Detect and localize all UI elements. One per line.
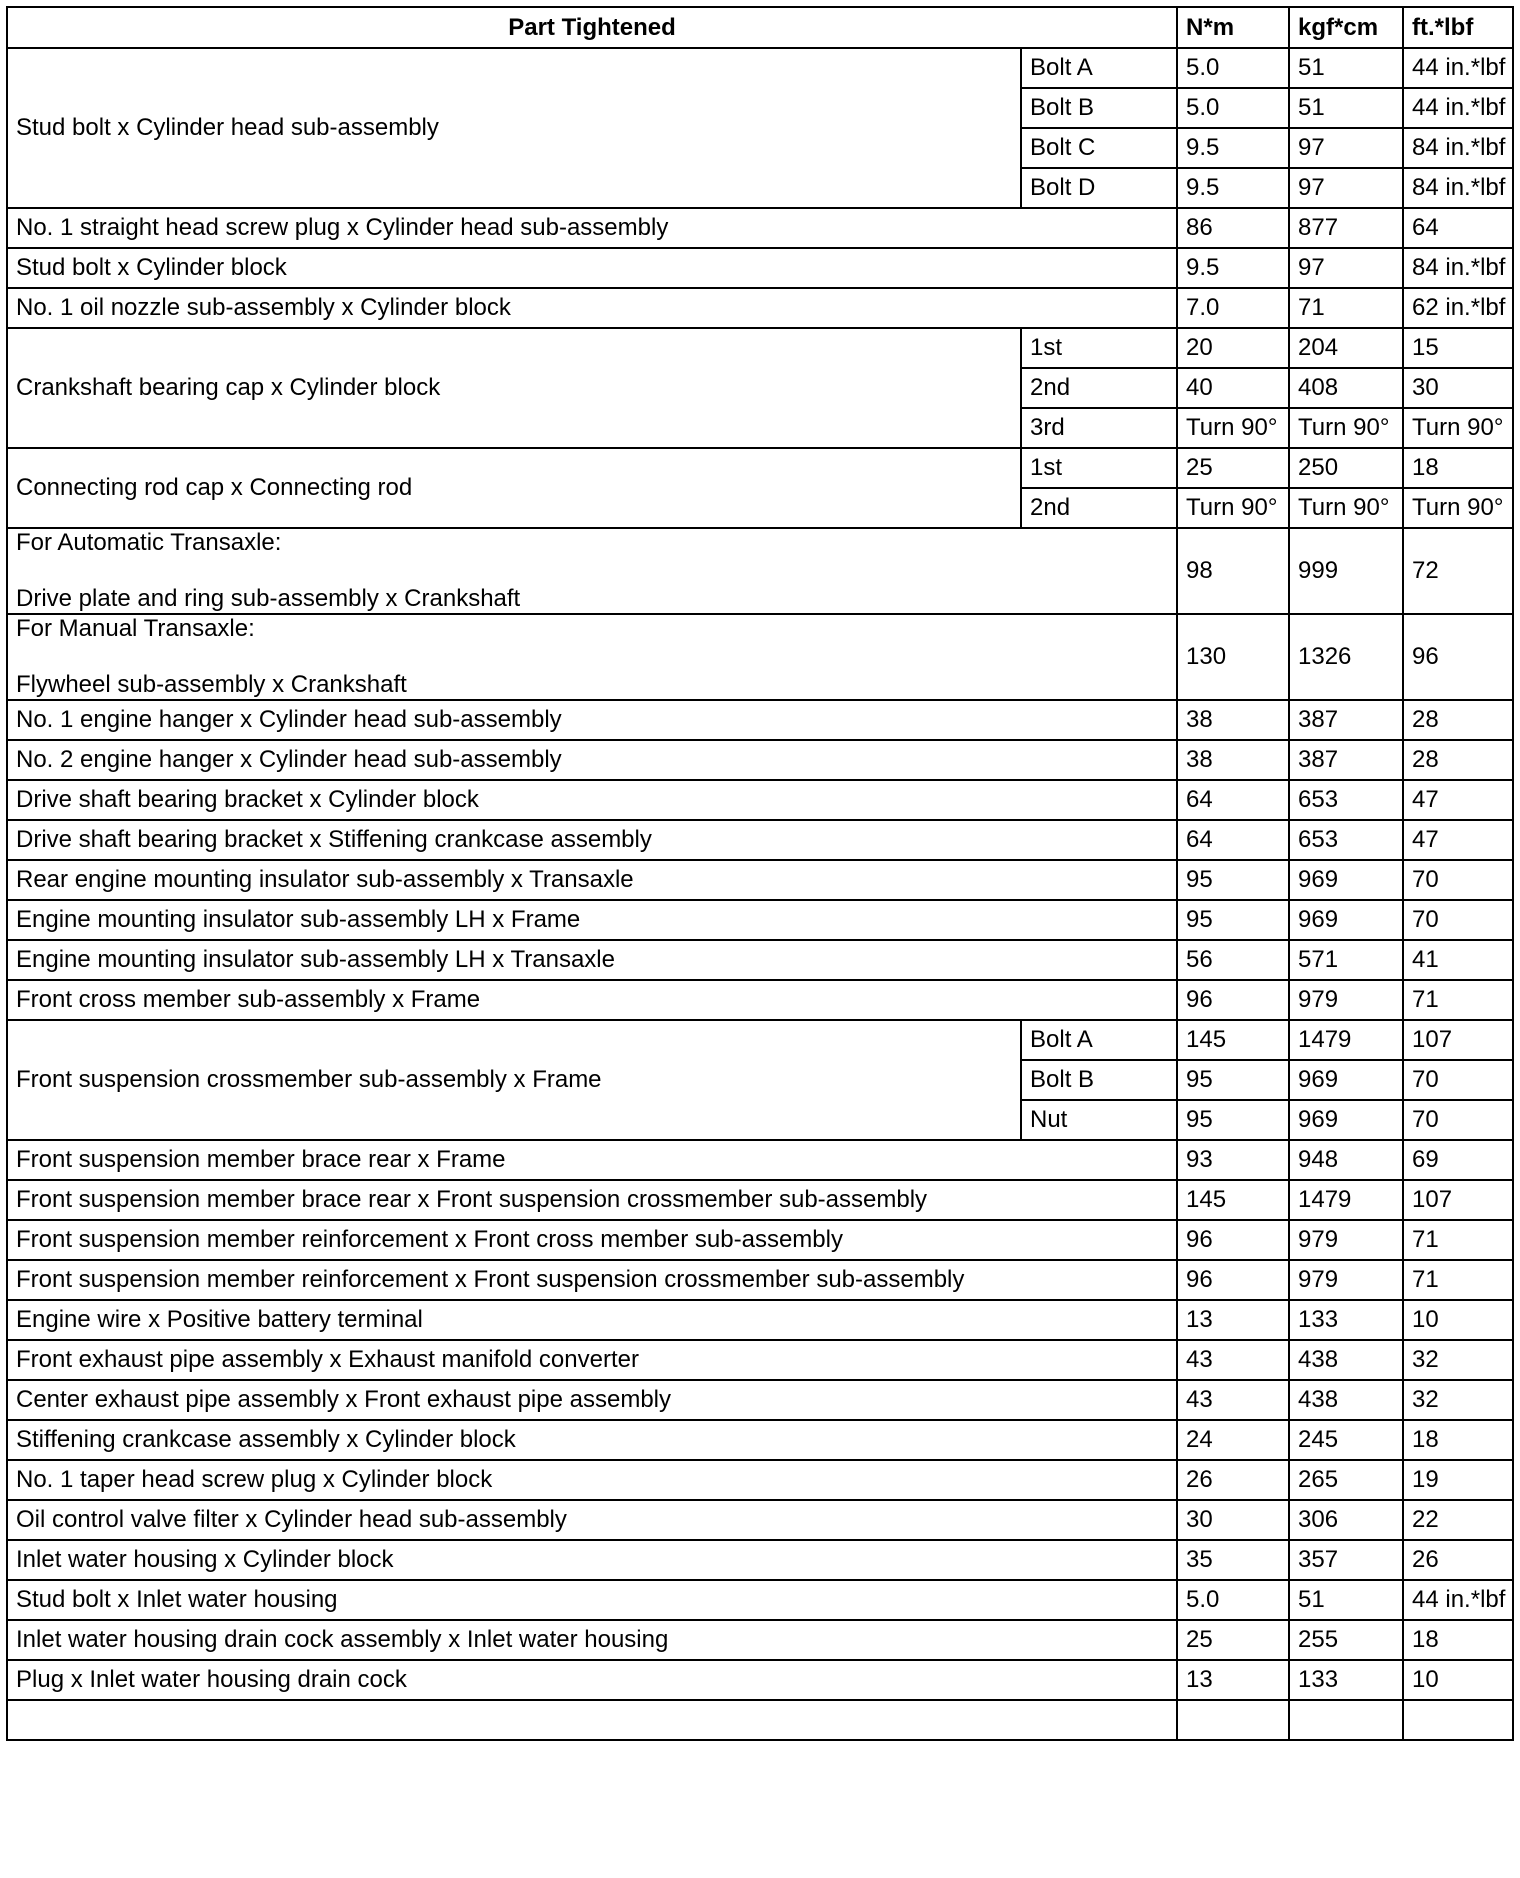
value-ft-lbf: 70	[1403, 1060, 1513, 1100]
part-name	[7, 528, 1177, 614]
part-name: Plug x Inlet water housing drain cock	[7, 1660, 1177, 1700]
value-kgf-cm: 245	[1289, 1420, 1403, 1460]
value-kgf-cm: 653	[1289, 820, 1403, 860]
value-ft-lbf: 72	[1403, 528, 1513, 614]
table-row	[7, 208, 1513, 248]
value-nm: 96	[1177, 1220, 1289, 1260]
value-ft-lbf: 10	[1403, 1300, 1513, 1340]
sub-label: Bolt D	[1021, 168, 1177, 208]
value-ft-lbf: 15	[1403, 328, 1513, 368]
table-row	[7, 1540, 1513, 1580]
part-name: Front exhaust pipe assembly x Exhaust manifold converter	[7, 1340, 1177, 1380]
value-nm: 20	[1177, 328, 1289, 368]
value-ft-lbf: 32	[1403, 1340, 1513, 1380]
sub-label: Bolt A	[1021, 48, 1177, 88]
table-row	[7, 328, 1513, 368]
part-name: Inlet water housing x Cylinder block	[7, 1540, 1177, 1580]
value-kgf-cm: 948	[1289, 1140, 1403, 1180]
value-ft-lbf: 47	[1403, 780, 1513, 820]
value-nm: Turn 90°	[1177, 408, 1289, 448]
sub-label: 2nd	[1021, 368, 1177, 408]
value-nm: 145	[1177, 1020, 1289, 1060]
sub-label: Bolt B	[1021, 88, 1177, 128]
part-name	[7, 614, 1177, 700]
value-nm: 95	[1177, 900, 1289, 940]
value-nm: 64	[1177, 780, 1289, 820]
value-nm: 38	[1177, 700, 1289, 740]
value-nm: 26	[1177, 1460, 1289, 1500]
value-kgf-cm: 1479	[1289, 1180, 1403, 1220]
value-ft-lbf: 47	[1403, 820, 1513, 860]
part-name: Connecting rod cap x Connecting rod	[7, 448, 1021, 528]
value-kgf-cm: 653	[1289, 780, 1403, 820]
table-row	[7, 448, 1513, 488]
table-row	[7, 1620, 1513, 1660]
table-row	[7, 48, 1513, 88]
value-kgf-cm: 387	[1289, 740, 1403, 780]
table-header-row	[7, 7, 1513, 48]
value-ft-lbf: 96	[1403, 614, 1513, 700]
part-name: Inlet water housing drain cock assembly x Inlet water housing	[7, 1620, 1177, 1660]
value-kgf-cm: 204	[1289, 328, 1403, 368]
value-kgf-cm: Turn 90°	[1289, 408, 1403, 448]
value-nm: 25	[1177, 1620, 1289, 1660]
table-row	[7, 1500, 1513, 1540]
value-ft-lbf: 28	[1403, 740, 1513, 780]
part-name: Rear engine mounting insulator sub-assembly x Transaxle	[7, 860, 1177, 900]
value-kgf-cm: 969	[1289, 900, 1403, 940]
value-nm: 95	[1177, 1100, 1289, 1140]
value-nm: 40	[1177, 368, 1289, 408]
table-row	[7, 700, 1513, 740]
table-row	[7, 860, 1513, 900]
value-nm: 43	[1177, 1380, 1289, 1420]
header-ft-lbf: ft.*lbf	[1403, 7, 1513, 48]
value-ft-lbf: 44 in.*lbf	[1403, 1580, 1513, 1620]
value-ft-lbf: 28	[1403, 700, 1513, 740]
value-ft-lbf: 84 in.*lbf	[1403, 248, 1513, 288]
table-row	[7, 1140, 1513, 1180]
table-row	[7, 528, 1513, 614]
value-ft-lbf: 71	[1403, 980, 1513, 1020]
value-ft-lbf: 18	[1403, 448, 1513, 488]
torque-specification-table	[6, 6, 1514, 1741]
part-detail: Drive plate and ring sub-assembly x Crankshaft	[16, 585, 521, 612]
value-kgf-cm: 97	[1289, 128, 1403, 168]
value-kgf-cm: 1326	[1289, 614, 1403, 700]
torque-spec-sheet	[6, 6, 1514, 1741]
sub-label: 2nd	[1021, 488, 1177, 528]
part-name: Engine mounting insulator sub-assembly LH x Transaxle	[7, 940, 1177, 980]
value-ft-lbf: 69	[1403, 1140, 1513, 1180]
value-nm: 86	[1177, 208, 1289, 248]
value-nm: 30	[1177, 1500, 1289, 1540]
table-row	[7, 614, 1513, 700]
value-nm: 7.0	[1177, 288, 1289, 328]
value-nm: Turn 90°	[1177, 488, 1289, 528]
part-name: No. 1 oil nozzle sub-assembly x Cylinder block	[7, 288, 1177, 328]
header-nm: N*m	[1177, 7, 1289, 48]
value-kgf-cm: 999	[1289, 528, 1403, 614]
table-row	[7, 1580, 1513, 1620]
part-name: Crankshaft bearing cap x Cylinder block	[7, 328, 1021, 448]
table-row	[7, 1340, 1513, 1380]
value-kgf-cm: 438	[1289, 1380, 1403, 1420]
part-name: No. 1 taper head screw plug x Cylinder block	[7, 1460, 1177, 1500]
value-kgf-cm: 265	[1289, 1460, 1403, 1500]
value-kgf-cm: 979	[1289, 980, 1403, 1020]
value-nm: 130	[1177, 614, 1289, 700]
part-name: No. 1 straight head screw plug x Cylinder head sub-assembly	[7, 208, 1177, 248]
value-ft-lbf: 18	[1403, 1420, 1513, 1460]
value-nm: 96	[1177, 980, 1289, 1020]
part-name: No. 2 engine hanger x Cylinder head sub-assembly	[7, 740, 1177, 780]
part-name: Front suspension member reinforcement x Front suspension crossmember sub-assembly	[7, 1260, 1177, 1300]
value-kgf-cm: 979	[1289, 1260, 1403, 1300]
value-kgf-cm: 97	[1289, 168, 1403, 208]
value-nm: 145	[1177, 1180, 1289, 1220]
value-nm: 25	[1177, 448, 1289, 488]
table-row	[7, 1300, 1513, 1340]
value-nm: 9.5	[1177, 248, 1289, 288]
value-nm: 24	[1177, 1420, 1289, 1460]
value-nm: 56	[1177, 940, 1289, 980]
value-nm: 96	[1177, 1260, 1289, 1300]
part-name: Center exhaust pipe assembly x Front exhaust pipe assembly	[7, 1380, 1177, 1420]
value-kgf-cm: 250	[1289, 448, 1403, 488]
value-kgf-cm	[1289, 1700, 1403, 1740]
value-nm: 64	[1177, 820, 1289, 860]
value-kgf-cm: 969	[1289, 1060, 1403, 1100]
value-kgf-cm: 97	[1289, 248, 1403, 288]
value-ft-lbf: 10	[1403, 1660, 1513, 1700]
value-nm: 9.5	[1177, 168, 1289, 208]
value-ft-lbf: 71	[1403, 1220, 1513, 1260]
table-row	[7, 780, 1513, 820]
part-name: Stud bolt x Cylinder block	[7, 248, 1177, 288]
value-ft-lbf: 62 in.*lbf	[1403, 288, 1513, 328]
header-part-tightened: Part Tightened	[7, 7, 1177, 48]
value-nm: 95	[1177, 860, 1289, 900]
part-detail: Flywheel sub-assembly x Crankshaft	[16, 671, 407, 698]
value-nm: 93	[1177, 1140, 1289, 1180]
sub-label: Bolt C	[1021, 128, 1177, 168]
value-ft-lbf: 70	[1403, 1100, 1513, 1140]
value-kgf-cm: 51	[1289, 48, 1403, 88]
value-ft-lbf	[1403, 1700, 1513, 1740]
part-name	[7, 1700, 1177, 1740]
value-ft-lbf: 44 in.*lbf	[1403, 88, 1513, 128]
value-nm: 5.0	[1177, 88, 1289, 128]
value-ft-lbf: 19	[1403, 1460, 1513, 1500]
part-name: Drive shaft bearing bracket x Stiffening crankcase assembly	[7, 820, 1177, 860]
value-ft-lbf: 30	[1403, 368, 1513, 408]
table-row	[7, 1700, 1513, 1740]
table-row	[7, 248, 1513, 288]
value-kgf-cm: 1479	[1289, 1020, 1403, 1060]
table-row	[7, 1220, 1513, 1260]
table-row	[7, 1660, 1513, 1700]
table-row	[7, 288, 1513, 328]
sub-label: Nut	[1021, 1100, 1177, 1140]
value-kgf-cm: 133	[1289, 1660, 1403, 1700]
part-name: Front suspension member brace rear x Front suspension crossmember sub-assembly	[7, 1180, 1177, 1220]
value-kgf-cm: 979	[1289, 1220, 1403, 1260]
value-ft-lbf: 64	[1403, 208, 1513, 248]
value-ft-lbf: 41	[1403, 940, 1513, 980]
sub-label: Bolt B	[1021, 1060, 1177, 1100]
table-row	[7, 1020, 1513, 1060]
value-kgf-cm: 969	[1289, 860, 1403, 900]
table-row	[7, 1180, 1513, 1220]
value-kgf-cm: 571	[1289, 940, 1403, 980]
value-kgf-cm: 71	[1289, 288, 1403, 328]
value-kgf-cm: 387	[1289, 700, 1403, 740]
part-name: Engine wire x Positive battery terminal	[7, 1300, 1177, 1340]
part-condition: For Automatic Transaxle:	[16, 529, 282, 556]
value-ft-lbf: 26	[1403, 1540, 1513, 1580]
table-row	[7, 900, 1513, 940]
part-name: No. 1 engine hanger x Cylinder head sub-assembly	[7, 700, 1177, 740]
value-ft-lbf: 22	[1403, 1500, 1513, 1540]
value-ft-lbf: 32	[1403, 1380, 1513, 1420]
part-name: Front suspension member brace rear x Frame	[7, 1140, 1177, 1180]
value-nm: 35	[1177, 1540, 1289, 1580]
value-ft-lbf: 70	[1403, 860, 1513, 900]
value-nm: 9.5	[1177, 128, 1289, 168]
sub-label: 1st	[1021, 328, 1177, 368]
sub-label: 1st	[1021, 448, 1177, 488]
part-name: Engine mounting insulator sub-assembly LH x Frame	[7, 900, 1177, 940]
part-name: Stud bolt x Cylinder head sub-assembly	[7, 48, 1021, 208]
value-kgf-cm: 438	[1289, 1340, 1403, 1380]
part-name: Stud bolt x Inlet water housing	[7, 1580, 1177, 1620]
value-kgf-cm: 357	[1289, 1540, 1403, 1580]
value-nm: 13	[1177, 1660, 1289, 1700]
value-nm: 95	[1177, 1060, 1289, 1100]
part-name: Front cross member sub-assembly x Frame	[7, 980, 1177, 1020]
value-nm: 43	[1177, 1340, 1289, 1380]
table-row	[7, 820, 1513, 860]
value-kgf-cm: 255	[1289, 1620, 1403, 1660]
value-ft-lbf: 84 in.*lbf	[1403, 128, 1513, 168]
part-name: Front suspension member reinforcement x Front cross member sub-assembly	[7, 1220, 1177, 1260]
part-name: Oil control valve filter x Cylinder head sub-assembly	[7, 1500, 1177, 1540]
value-nm: 38	[1177, 740, 1289, 780]
table-row	[7, 1460, 1513, 1500]
value-ft-lbf: 107	[1403, 1020, 1513, 1060]
part-name: Stiffening crankcase assembly x Cylinder block	[7, 1420, 1177, 1460]
value-kgf-cm: 969	[1289, 1100, 1403, 1140]
value-nm: 13	[1177, 1300, 1289, 1340]
table-row	[7, 980, 1513, 1020]
value-kgf-cm: 408	[1289, 368, 1403, 408]
value-ft-lbf: Turn 90°	[1403, 488, 1513, 528]
value-nm: 5.0	[1177, 48, 1289, 88]
part-condition: For Manual Transaxle:	[16, 615, 255, 642]
value-kgf-cm: 306	[1289, 1500, 1403, 1540]
part-name: Drive shaft bearing bracket x Cylinder block	[7, 780, 1177, 820]
value-nm	[1177, 1700, 1289, 1740]
table-row	[7, 740, 1513, 780]
value-ft-lbf: 84 in.*lbf	[1403, 168, 1513, 208]
table-row	[7, 1420, 1513, 1460]
sub-label: 3rd	[1021, 408, 1177, 448]
value-ft-lbf: 70	[1403, 900, 1513, 940]
value-ft-lbf: 71	[1403, 1260, 1513, 1300]
value-kgf-cm: 51	[1289, 1580, 1403, 1620]
value-ft-lbf: 44 in.*lbf	[1403, 48, 1513, 88]
table-row	[7, 940, 1513, 980]
value-ft-lbf: Turn 90°	[1403, 408, 1513, 448]
value-ft-lbf: 18	[1403, 1620, 1513, 1660]
value-ft-lbf: 107	[1403, 1180, 1513, 1220]
part-name: Front suspension crossmember sub-assembly x Frame	[7, 1020, 1021, 1140]
value-kgf-cm: 133	[1289, 1300, 1403, 1340]
table-row	[7, 1380, 1513, 1420]
sub-label: Bolt A	[1021, 1020, 1177, 1060]
value-kgf-cm: Turn 90°	[1289, 488, 1403, 528]
header-kgf-cm: kgf*cm	[1289, 7, 1403, 48]
value-nm: 5.0	[1177, 1580, 1289, 1620]
table-row	[7, 1260, 1513, 1300]
value-kgf-cm: 877	[1289, 208, 1403, 248]
value-kgf-cm: 51	[1289, 88, 1403, 128]
value-nm: 98	[1177, 528, 1289, 614]
